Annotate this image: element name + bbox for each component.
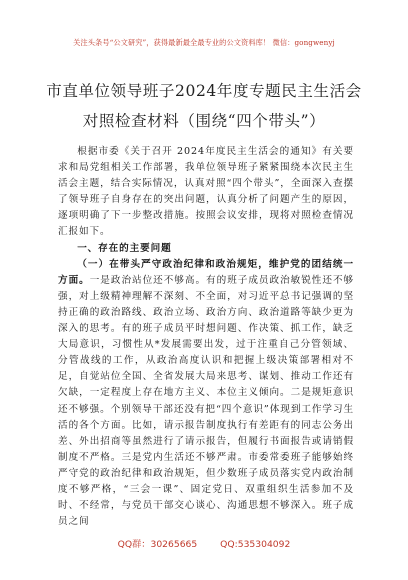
footer	[0, 536, 408, 550]
document-body	[58, 144, 354, 530]
sub-heading: （一）在带头严守政治纪律和政治规矩，维护党的团结统一方面。	[58, 258, 354, 286]
section-heading: 一、存在的主要问题	[77, 242, 172, 254]
intro-paragraph: 根据市委《关于召开 2024年度民主生活会的通知》有关要求和局党组相关工作部署，我单位领导班子紧紧围绕本次民主生活会主题，结合实际情况，认真对照“四个带头”，全面深入查摆了领导班子自身存在的突出问题，认真分析了问题产生的原因，逐项明确了下一步整改措施。按照会议安排，现将对照检查情况汇报如下。	[58, 146, 354, 238]
section-text: 一是政治站位还不够高。有的班子成员政治敏锐性还不够强，对上级精神理解不深刻、不全面，对习近平总书记强调的坚持正确的政治路线、政治立场、政治方向、政治道路等缺少更为深入的思考。有的班子成员平时想问题、作决策、抓工作，缺乏大局意识，习惯性从*发展需要出发，过于注重自己分管领域、分管战线的工作，从政治高度认识和把握上级决策部署相对不足，自觉站位全国、全省发展大局来思考、谋划、推动工作还有欠缺，一定程度上存在地方主义、本位主义倾向。二是规矩意识还不够强。个别领导干部还没有把“四个意识”体现到工作学习生活的各个方面。比如，请示报告制度执行有差距有的同志公务出差、外出招商等虽然进行了请示报告，但履行书面报告或请销假制度不严格。三是党内生活还不够严肃。市委常委班子能够始终严守党的政治纪律和政治规矩，但少数班子成员落实党内政治制度不够严格，“三会一课”、固定党日、双重组织生活参加不及时、不经常，与党员干部交心谈心、沟通思想不够深入。班子成员之间	[58, 274, 355, 528]
section-paragraph	[58, 257, 354, 531]
footer-qq: QQ:535304092	[220, 539, 291, 550]
header-note: 关注头条号“公文研究”，获得最新最全最专业的公文资料库！ 微信：gongwenyj	[73, 38, 335, 47]
document-title: 市直单位领导班子2024年度专题民主生活会对照检查材料（围绕“四个带头”）	[46, 82, 362, 130]
footer-qq-group: QQ群：30265665	[117, 539, 198, 550]
